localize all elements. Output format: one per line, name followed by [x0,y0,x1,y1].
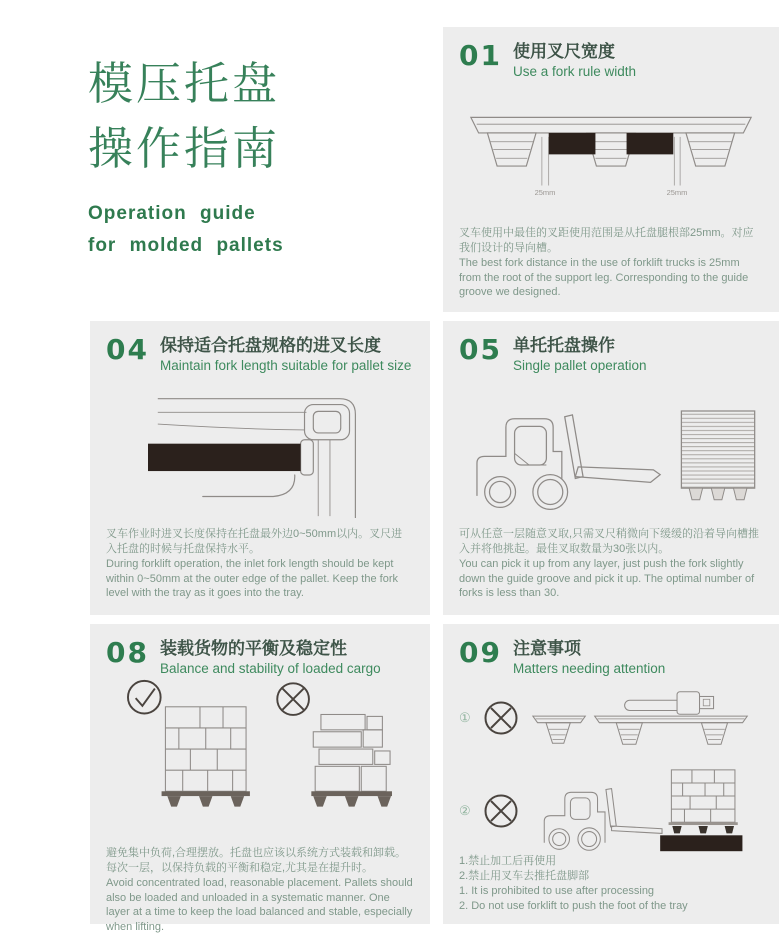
cross-icon [277,684,309,716]
section-title-en: Balance and stability of loaded cargo [159,661,381,677]
description-en: Avoid concentrated load, reasonable placement. Pallets should also be loaded and unloaded in a systematic manner. One layer at a time to keep the load balanced and stable, especially when lifting. [106,876,413,933]
section-01-fork-rule-width [443,27,779,312]
description-en: You can pick it up from any layer, just push the fork slightly down the guide groove and pick it up. The optimal number of forks is less than 30. [459,557,755,600]
section-05-header [459,335,763,375]
section-title-en: Maintain fork length suitable for pallet size [159,358,412,374]
section-04-description [106,527,414,601]
section-09-header [459,638,763,678]
section-01-description [459,226,763,302]
dim-label-left: 25mm [534,187,556,197]
section-title-zh: 单托托盘操作 [512,336,615,355]
cross-icon [483,700,519,736]
forklift-push-diagram [531,768,751,854]
description-zh: 可从任意一层随意叉取,只需叉尺稍微向下缓缓的沿着导向槽推入并将他挑起。最佳叉取数量为30张以内。 [459,528,760,556]
description-zh: 避免集中负荷,合理摆放。托盘也应该以系统方式装载和卸载。每次一层，以保持负载的平衡和稳定,尤其是在提升时。 [106,847,407,875]
section-09-cautions [443,624,779,924]
description-en: During forklift operation, the inlet fork length should be kept within 0~50mm at the outer edge of the pallet. Keep the fork level with the tray as it goes into the tray. [106,557,398,600]
section-01-header [459,41,763,81]
section-08-description [106,846,414,934]
cross-icon [483,793,519,829]
caution-row-1 [459,688,763,748]
section-number: 04 [106,333,149,366]
title-zh-line1: 模压托盘 [88,58,281,109]
section-05-single-pallet [443,321,779,615]
pallet-side-view-drawing [465,94,757,205]
section-title-en: Matters needing attention [512,661,666,677]
page-title [88,52,284,262]
section-09-notes [459,854,763,913]
forklift-drawing [461,384,761,519]
section-title-zh: 保持适合托盘规格的进叉长度 [159,336,381,355]
dim-label-right: 25mm [666,187,688,197]
caution-marker-2: ② [459,803,471,819]
title-en-line1: Operation guide [88,202,256,224]
caution-marker-1: ① [459,710,471,726]
balance-comparison-diagram [106,678,414,846]
description-en: The best fork distance in the use of forklift trucks is 25mm from the root of the support leg. Corresponding to the guide groove we designed. [459,256,749,299]
forklift-pallet-stack-diagram [459,375,763,527]
description-zh: 叉车使用中最佳的叉距使用范围是从托盘腿根部25mm。对应我们设计的导向槽。 [459,227,754,255]
pallet-corner-drawing [148,383,373,520]
pallet-corner-fork-diagram [106,375,414,527]
section-04-fork-length [90,321,430,615]
title-en-line2: for molded pallets [88,234,284,256]
section-title-zh: 注意事项 [512,639,581,658]
section-title-zh: 装载货物的平衡及稳定性 [159,639,347,658]
section-number: 08 [106,636,149,669]
section-04-header [106,335,414,375]
description-zh: 叉车作业时进叉长度保持在托盘最外边0~50mm以内。叉尺进 入托盘的时候与托盘保持水平。 [106,528,403,556]
note-line: 2.禁止用叉车去推托盘脚部 [459,870,590,883]
balance-drawing [112,678,407,846]
check-icon [128,681,161,714]
section-number: 01 [459,39,502,72]
section-08-load-balance [90,624,430,933]
note-line: 1. It is prohibited to use after processing [459,884,655,897]
pallet-side-view-diagram [459,81,763,226]
caution-row-2 [459,768,763,854]
processed-pallet-diagram [531,688,751,748]
note-line: 2. Do not use forklift to push the foot of the tray [459,899,688,912]
section-title-en: Use a fork rule width [512,64,637,80]
section-05-description [459,527,763,601]
section-title-zh: 使用叉尺宽度 [512,42,615,61]
title-zh-line2: 操作指南 [88,122,281,174]
section-title-en: Single pallet operation [512,358,647,374]
note-line: 1.禁止加工后再使用 [459,855,557,868]
section-number: 05 [459,333,502,366]
section-number: 09 [459,636,502,669]
section-08-header [106,638,414,678]
